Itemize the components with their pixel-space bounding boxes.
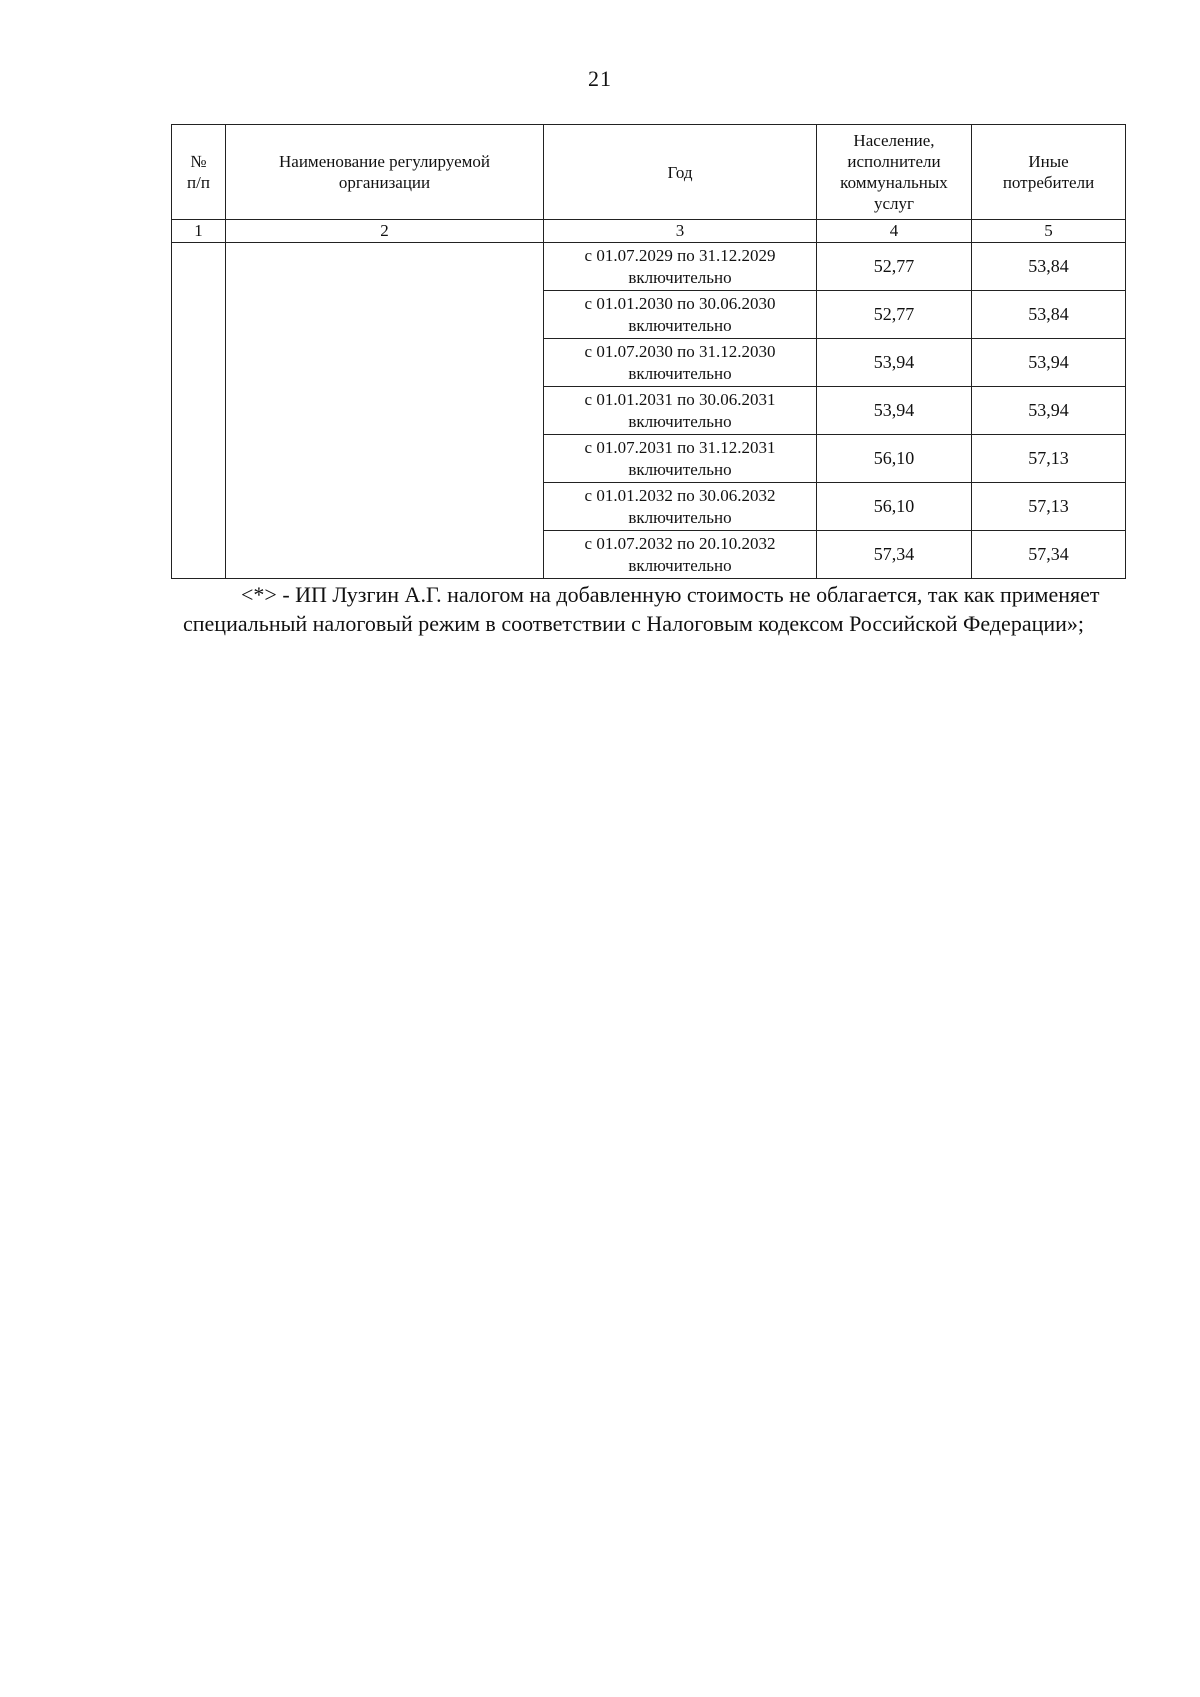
population-tariff-cell: 57,34	[817, 531, 972, 579]
organization-cell	[226, 243, 544, 579]
other-consumers-tariff-cell: 53,94	[972, 387, 1126, 435]
tariff-table	[171, 124, 1126, 579]
period-cell: с 01.01.2031 по 30.06.2031 включительно	[544, 387, 817, 435]
period-cell: с 01.01.2032 по 30.06.2032 включительно	[544, 483, 817, 531]
other-consumers-tariff-cell: 57,13	[972, 435, 1126, 483]
period-cell: с 01.07.2032 по 20.10.2032 включительно	[544, 531, 817, 579]
other-consumers-tariff-cell: 53,84	[972, 291, 1126, 339]
header-organization: Наименование регулируемой организации	[226, 125, 544, 220]
column-number: 3	[544, 220, 817, 243]
population-tariff-cell: 53,94	[817, 387, 972, 435]
footnote-text: <*> - ИП Лузгин А.Г. налогом на добавленную стоимость не облагается, так как применяет специальный налоговый режим в соответствии с Налоговым кодексом Российской Федерации»;	[183, 582, 1100, 636]
population-tariff-cell: 52,77	[817, 291, 972, 339]
column-number: 5	[972, 220, 1126, 243]
column-number-row	[172, 220, 1126, 243]
period-cell: с 01.07.2030 по 31.12.2030 включительно	[544, 339, 817, 387]
table-row	[172, 243, 1126, 291]
population-tariff-cell: 53,94	[817, 339, 972, 387]
period-cell: с 01.07.2031 по 31.12.2031 включительно	[544, 435, 817, 483]
other-consumers-tariff-cell: 53,84	[972, 243, 1126, 291]
column-number: 2	[226, 220, 544, 243]
column-number: 1	[172, 220, 226, 243]
period-cell: с 01.01.2030 по 30.06.2030 включительно	[544, 291, 817, 339]
footnote	[183, 580, 1143, 638]
row-number-cell	[172, 243, 226, 579]
table-header-row	[172, 125, 1126, 220]
other-consumers-tariff-cell: 57,34	[972, 531, 1126, 579]
page-number: 21	[588, 66, 612, 91]
period-cell: с 01.07.2029 по 31.12.2029 включительно	[544, 243, 817, 291]
header-population: Население, исполнители коммунальных услуг	[817, 125, 972, 220]
column-number: 4	[817, 220, 972, 243]
header-other-consumers: Иные потребители	[972, 125, 1126, 220]
header-number: № п/п	[172, 125, 226, 220]
other-consumers-tariff-cell: 57,13	[972, 483, 1126, 531]
header-year: Год	[544, 125, 817, 220]
table-body	[172, 243, 1126, 579]
other-consumers-tariff-cell: 53,94	[972, 339, 1126, 387]
population-tariff-cell: 56,10	[817, 435, 972, 483]
population-tariff-cell: 56,10	[817, 483, 972, 531]
population-tariff-cell: 52,77	[817, 243, 972, 291]
